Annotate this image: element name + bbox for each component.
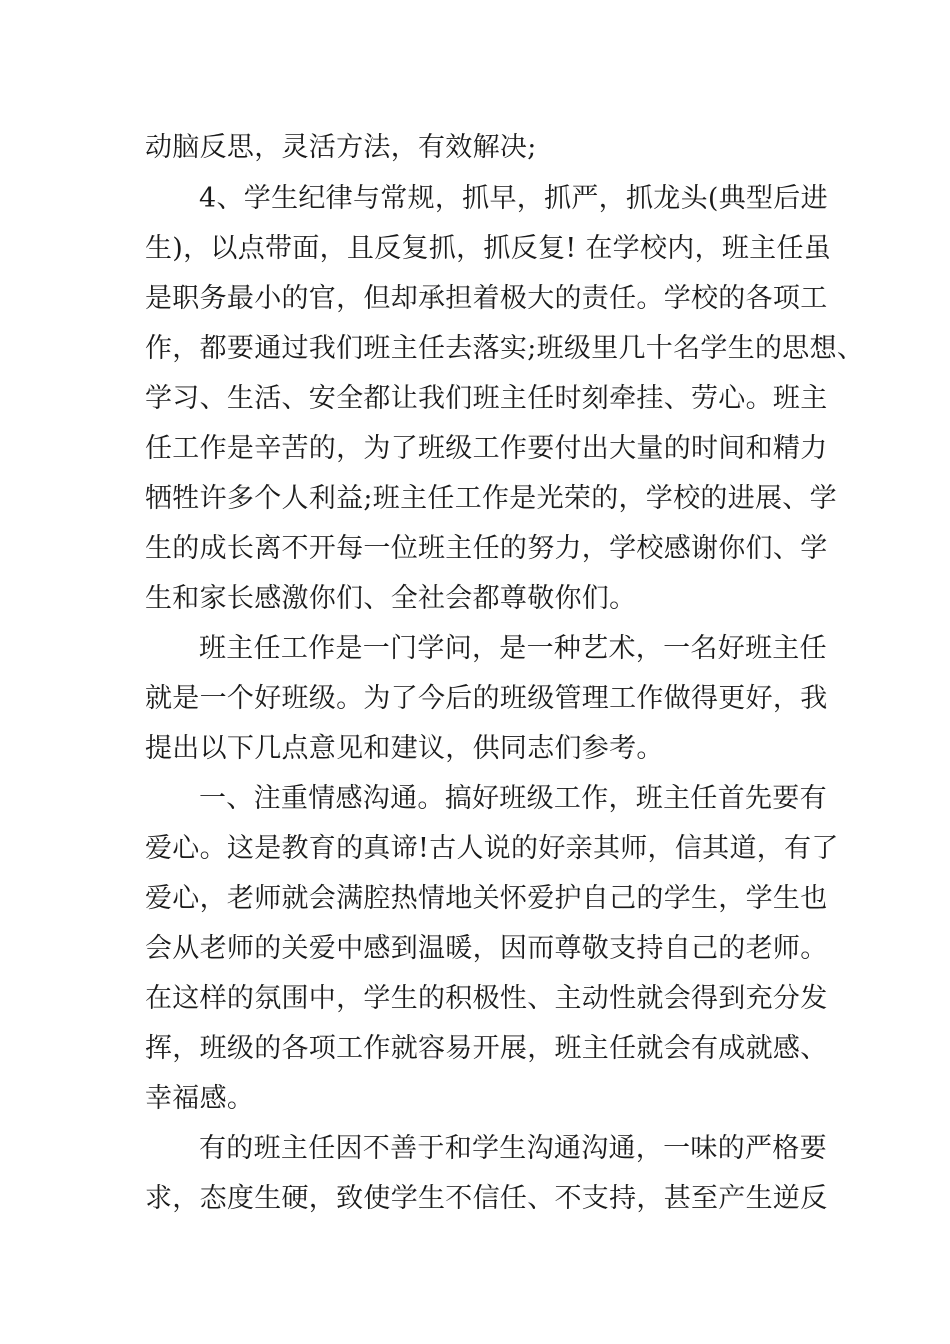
text-line: 4、学生纪律与常规，抓早，抓严，抓龙头(典型后进 xyxy=(199,183,828,214)
text-line: 任工作是辛苦的，为了班级工作要付出大量的时间和精力 xyxy=(145,433,828,464)
text-line: 班主任工作是一门学问，是一种艺术，一名好班主任 xyxy=(199,633,827,664)
text-line: 生)，以点带面，且反复抓，抓反复! 在学校内，班主任虽 xyxy=(145,233,832,264)
text-line: 是职务最小的官，但却承担着极大的责任。学校的各项工 xyxy=(145,283,828,314)
text-line: 有的班主任因不善于和学生沟通沟通，一味的严格要 xyxy=(199,1133,827,1164)
text-line: 学习、生活、安全都让我们班主任时刻牵挂、劳心。班主 xyxy=(145,383,828,414)
text-line: 牺牲许多个人利益;班主任工作是光荣的，学校的进展、学 xyxy=(145,483,837,514)
text-line: 在这样的氛围中，学生的积极性、主动性就会得到充分发 xyxy=(145,983,828,1014)
text-line: 作，都要通过我们班主任去落实;班级里几十名学生的思想、 xyxy=(145,333,865,364)
text-line: 一、注重情感沟通。搞好班级工作，班主任首先要有 xyxy=(199,783,827,814)
text-line: 会从老师的关爱中感到温暖，因而尊敬支持自己的老师。 xyxy=(145,933,828,964)
text-line: 爱心，老师就会满腔热情地关怀爱护自己的学生，学生也 xyxy=(145,883,828,914)
text-line: 就是一个好班级。为了今后的班级管理工作做得更好，我 xyxy=(145,683,828,714)
text-line: 幸福感。 xyxy=(145,1083,255,1114)
text-line: 生和家长感激你们、全社会都尊敬你们。 xyxy=(145,583,637,614)
text-line: 动脑反思，灵活方法，有效解决; xyxy=(145,132,537,163)
text-line: 求，态度生硬，致使学生不信任、不支持，甚至产生逆反 xyxy=(145,1183,828,1214)
text-line: 生的成长离不开每一位班主任的努力，学校感谢你们、学 xyxy=(145,533,828,564)
text-line: 提出以下几点意见和建议，供同志们参考。 xyxy=(145,733,664,764)
text-line: 爱心。这是教育的真谛!古人说的好亲其师，信其道，有了 xyxy=(145,833,839,864)
text-line: 挥，班级的各项工作就容易开展，班主任就会有成就感、 xyxy=(145,1033,828,1064)
